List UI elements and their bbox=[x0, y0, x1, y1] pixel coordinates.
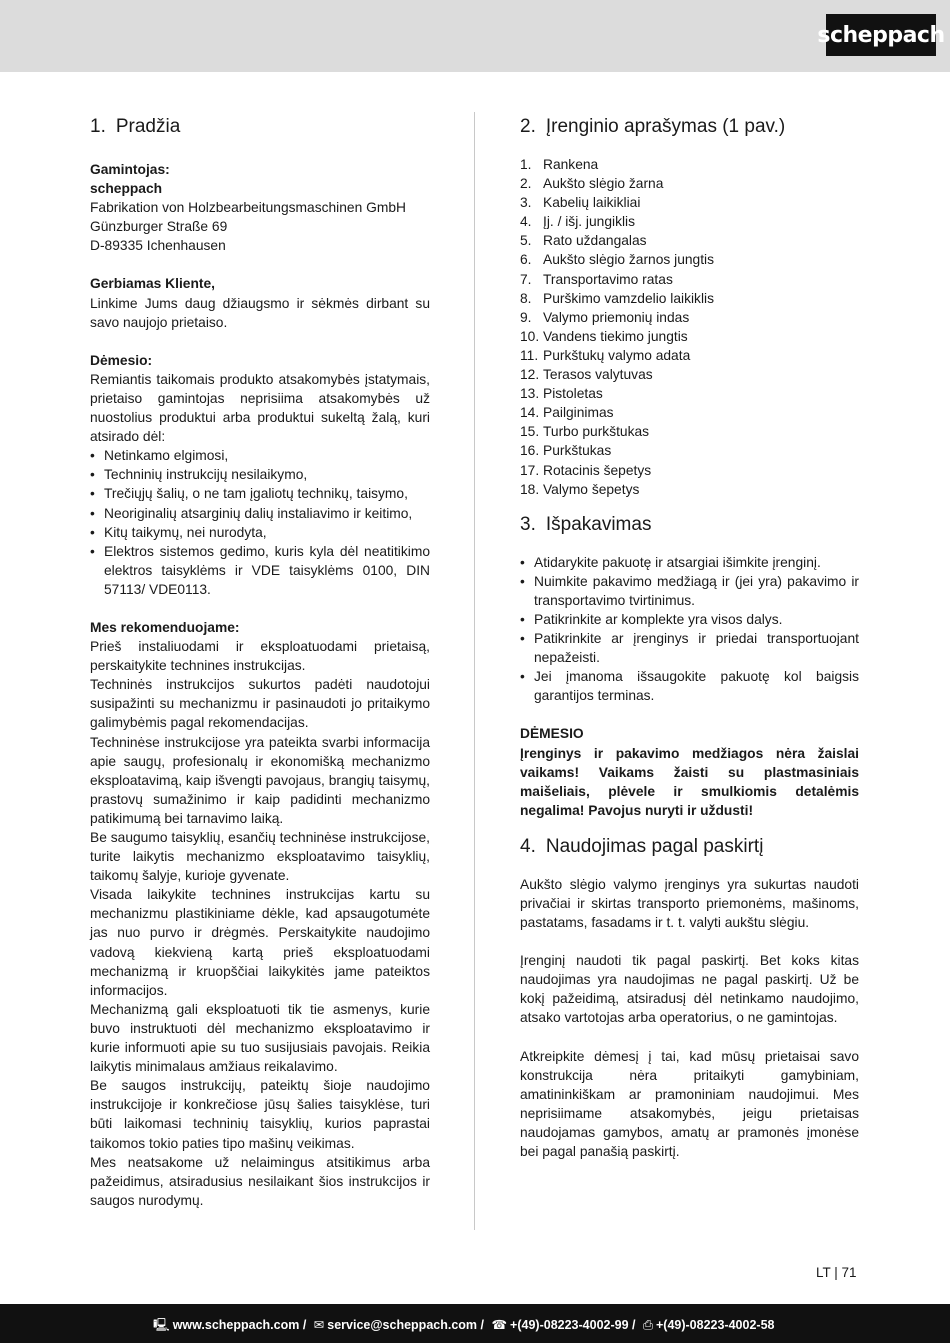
parts-list-item: 5. Rato uždangalas bbox=[520, 233, 647, 249]
parts-list-item: 9. Valymo priemonių indas bbox=[520, 309, 690, 325]
computer-icon: 🖳 bbox=[153, 1318, 170, 1332]
parts-list-item: 18. Valymo šepetys bbox=[520, 481, 640, 497]
greeting-text: Linkime Jums daug džiaugsmo ir sėkmės dirbant su savo naujojo prietaiso. bbox=[90, 295, 430, 330]
list-item: • Trečiųjų šalių, o ne tam įgaliotų technikų, taisymo, bbox=[90, 484, 430, 503]
recommend-paragraph: Prieš instaliuodami ir eksploatuodami prietaisą, perskaitykite technines instrukcijas. bbox=[90, 639, 430, 674]
parts-list-item: 7. Transportavimo ratas bbox=[520, 271, 673, 287]
parts-list-item: 6. Aukšto slėgio žarnos jungtis bbox=[520, 252, 715, 268]
section-title-1: 1. Pradžia bbox=[90, 116, 181, 137]
email-icon: ✉ bbox=[313, 1318, 325, 1332]
parts-list-item: 11. Purkštukų valymo adata bbox=[520, 347, 691, 363]
attention-label: Dėmesio: bbox=[90, 352, 153, 368]
list-item: • Patikrinkite ar komplekte yra visos dalys. bbox=[520, 610, 859, 629]
attention-list bbox=[90, 446, 430, 599]
manufacturer-label: Gamintojas: bbox=[90, 162, 170, 177]
usage-paragraph: Atkreipkite dėmesį į tai, kad mūsų prietaisai savo konstrukcija nėra pritaikyti gamybiniam, amatininkiškam ar pramoniniam naudojimui. Mes neprisiimame atsakomybės, jeigu prietaisas naudojamas gamybos, amatų ar pramonės įmonėse bei pagal panašią paskirtį. bbox=[520, 1048, 859, 1160]
parts-list-item: 2. Aukšto slėgio žarna bbox=[520, 176, 664, 192]
section-title-3: 3. Išpakavimas bbox=[520, 513, 652, 535]
recommend-paragraph: Be saugumo taisyklių, esančių techninėse instrukcijose, turite laikytis mechanizmo eksploatavimo taisyklių, taikomų šalyje, kurioje gyvenate. bbox=[90, 830, 430, 884]
website-link[interactable]: www.scheppach.com / bbox=[172, 1318, 307, 1332]
parts-list-item: 8. Purškimo vamzdelio laikiklis bbox=[520, 290, 714, 306]
parts-list-item: 3. Kabelių laikikliai bbox=[520, 195, 641, 211]
phone-number: +(49)-08223-4002-99 / bbox=[510, 1318, 636, 1332]
recommend-paragraph: Be saugos instrukcijų, pateiktų šioje naudojimo instrukcijoje ir konkrečiose jūsų šalies taisyklėse, turi būti laikomasi techninių taisyklių, kurios paprastai taikomos tokio paties tipo mašinų veikimas. bbox=[90, 1078, 430, 1151]
recommend-label: Mes rekomenduojame: bbox=[90, 619, 240, 635]
recommend-paragraph: Techninės instrukcijos sukurtos padėti naudotojui susipažinti su mechanizmu ir pasinaudoti jo pritaikymo galimybėmis pagal rekomendacijas. bbox=[90, 677, 430, 731]
column-divider bbox=[474, 112, 475, 1230]
address-line: Fabrikation von Holzbearbeitungsmaschinen GmbH bbox=[90, 200, 406, 216]
list-item: • Patikrinkite ar įrenginys ir priedai transportuojant nepažeisti. bbox=[520, 629, 859, 667]
warning-text: Įrenginys ir pakavimo medžiagos nėra žaislai vaikams! Vaikams žaisti su plastmasiniais maišeliais, plėvele ir smulkiomis detalėmis negalima! Pavojus nuryti ir uždusti! bbox=[520, 745, 859, 818]
list-item: • Atidarykite pakuotę ir atsargiai išimkite įrenginį. bbox=[520, 553, 859, 572]
list-item: • Kitų taikymų, nei nurodyta, bbox=[90, 523, 430, 542]
recommend-paragraph: Mechanizmą gali eksploatuoti tik tie asmenys, kurie buvo instruktuoti dėl mechanizmo eksploatavimo ir kurie informuoti apie su tuo susijusiais pavojais. Reikia laikytis minimalaus amžiaus reikalavimo. bbox=[90, 1001, 430, 1075]
list-item: • Netinkamo elgimosi, bbox=[90, 446, 430, 465]
unpack-list bbox=[520, 553, 859, 706]
usage-paragraph: Aukšto slėgio valymo įrenginys yra sukurtas naudoti privačiai ir skirtas transporto priemonėms, mašinoms, pastatams, fasadams ir t. t. valyti aukštu slėgiu. bbox=[520, 876, 859, 931]
right-column bbox=[520, 114, 859, 1161]
fax-number: +(49)-08223-4002-58 bbox=[655, 1318, 775, 1332]
list-item: • Jei įmanoma išsaugokite pakuotę kol baigsis garantijos terminas. bbox=[520, 667, 859, 705]
usage-paragraph: Įrenginį naudoti tik pagal paskirtį. Bet koks kitas naudojimas yra naudojimas ne pagal paskirtį. Už be kokį pažeidimą, atsiradusį dėl netinkamo naudojimo, atsako vartotojas arba operatorius, o ne gamintojas. bbox=[520, 953, 859, 1026]
list-item: • Elektros sistemos gedimo, kuris kyla dėl neatitikimo elektros taisyklėms ir VDE taisyklėms 0100, DIN 57113/ VDE0113. bbox=[90, 542, 430, 599]
address-line: Günzburger Straße 69 bbox=[90, 219, 228, 235]
parts-list-item: 1. Rankena bbox=[520, 157, 599, 172]
footer-bar bbox=[0, 1304, 950, 1343]
list-item: • Nuimkite pakavimo medžiagą ir (jei yra) pakavimo ir transportavimo tvirtinimus. bbox=[520, 572, 859, 610]
left-column bbox=[90, 114, 430, 1210]
section-title-2: 2. Įrenginio aprašymas (1 pav.) bbox=[520, 116, 786, 137]
parts-list-item: 15. Turbo purkštukas bbox=[520, 424, 650, 440]
warning-label: DĖMESIO bbox=[520, 726, 584, 742]
parts-list bbox=[520, 155, 859, 499]
recommend-paragraph: Mes neatsakome už nelaimingus atsitikimus arba pažeidimus, atsiradusius nesilaikant šios instrukcijos ir saugos nurodymų. bbox=[90, 1154, 430, 1208]
parts-list-item: 4. Įj. / išj. jungiklis bbox=[520, 214, 636, 230]
parts-list-item: 13. Pistoletas bbox=[520, 386, 603, 402]
parts-list-item: 16. Purkštukas bbox=[520, 443, 612, 459]
list-item: • Techninių instrukcijų nesilaikymo, bbox=[90, 465, 430, 484]
header-band bbox=[0, 0, 950, 72]
address-line: D-89335 Ichenhausen bbox=[90, 238, 226, 254]
parts-list-item: 10. Vandens tiekimo jungtis bbox=[520, 328, 688, 344]
recommend-paragraph: Visada laikykite technines instrukcijas kartu su mechanizmu plastikiniame dėkle, kad apsaugotumėte jas nuo purvo ir drėgmės. Perskaitykite naudojimo vadovą kiekvieną kartą prieš eksploatuodami mechanizmą ir kruopščiai laikykitės jame pateiktos informacijos. bbox=[90, 887, 430, 998]
fax-icon: ⎙ bbox=[642, 1318, 653, 1332]
manufacturer-name: scheppach bbox=[90, 181, 163, 197]
parts-list-item: 17. Rotacinis šepetys bbox=[520, 462, 652, 478]
greeting-label: Gerbiamas Kliente, bbox=[90, 276, 215, 292]
parts-list-item: 12. Terasos valytuvas bbox=[520, 367, 653, 383]
recommend-paragraph: Techninėse instrukcijose yra pateikta svarbi informacija apie saugų, profesionalų ir ekonomišką mechanizmo eksploatavimą, kaip išvengti pavojaus, brangių taisymų, prastovų sumažinimo ir kaip padidinti mechanizmo patikimumą bei tarnavimo laiką. bbox=[90, 734, 430, 826]
email-link[interactable]: service@scheppach.com / bbox=[327, 1318, 484, 1332]
page-number: LT | 71 bbox=[816, 1265, 857, 1280]
phone-icon: ☎ bbox=[491, 1318, 508, 1332]
list-item: • Neoriginalių atsarginių dalių instaliavimo ir keitimo, bbox=[90, 504, 430, 523]
parts-list-item: 14. Pailginimas bbox=[520, 405, 614, 421]
scheppach-logo: scheppach bbox=[826, 14, 936, 56]
attention-text: Remiantis taikomais produkto atsakomybės įstatymais, prietaiso gamintojas neprisiima atsakomybės už nuostolius produktui arba produktui sukeltą žalą, kuri atsirado dėl: bbox=[90, 371, 430, 445]
section-title-4: 4. Naudojimas pagal paskirtį bbox=[520, 835, 764, 857]
